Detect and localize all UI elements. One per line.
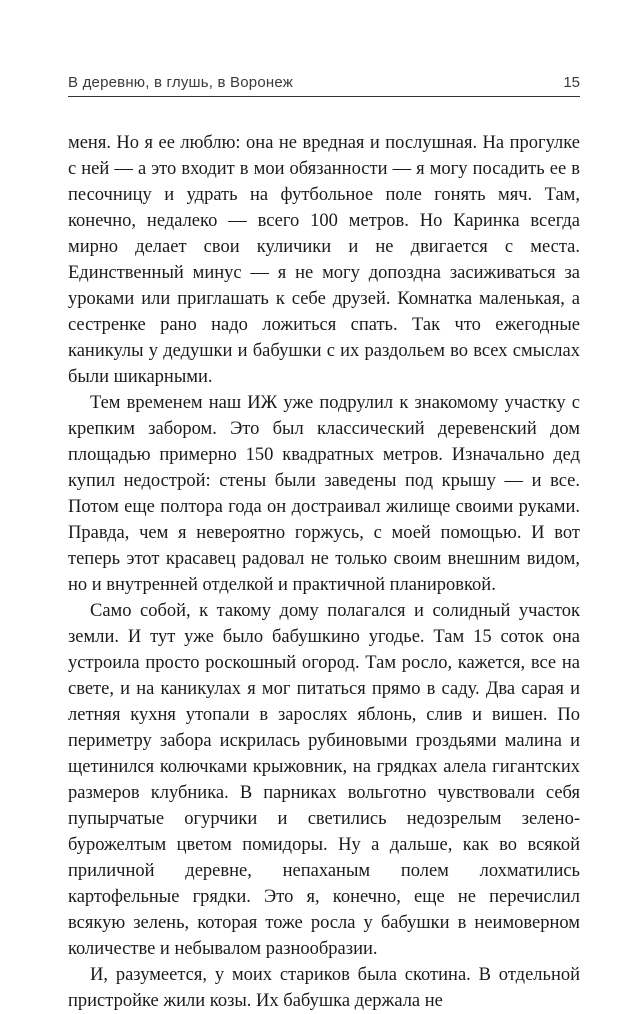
running-title: В деревню, в глушь, в Воронеж xyxy=(68,74,293,91)
running-header xyxy=(68,72,580,97)
paragraph-3: Само собой, к такому дому полагался и солидный участок земли. И тут уже было бабушкино угодье. Там 15 соток она устроила просто роскошный огород. Там росло, кажется, все на свете, и на каникулах я мог питаться прямо в саду. Два сарая и летняя кухня утопали в зарослях яблонь, слив и вишен. По периметру забора искрилась рубиновыми гроздьями малина и щетинился колючками крыжовник, на грядках алела гигантских размеров клубника. В парниках вольготно чувствовали себя пупырчатые огурчики и светились недозрелым зелено-бурожелтым цветом помидоры. Ну а дальше, как во всякой приличной деревне, непаханым полем лохматились картофельные грядки. Это я, конечно, еще не перечислил всякую зелень, которая тоже росла у бабушки в неимоверном количестве и небывалом разнообразии. xyxy=(68,601,580,959)
page-number: 15 xyxy=(563,74,580,91)
paragraph-2: Тем временем наш ИЖ уже подрулил к знакомому участку с крепким забором. Это был классический деревенский дом площадью примерно 150 квадратных метров. Изначально дед купил недострой: стены были заведены под крышу — и все. Потом еще полтора года он достраивал жилище своими руками. Правда, чем я невероятно горжусь, с моей помощью. И вот теперь этот красавец радовал не только своим внешним видом, но и внутренней отделкой и практичной планировкой. xyxy=(68,393,580,595)
paragraph-1: меня. Но я ее люблю: она не вредная и послушная. На прогулке с ней — а это входит в мои обязанности — я могу посадить ее в песочницу и удрать на футбольное поле гонять мяч. Там, конечно, недалеко — всего 100 метров. Но Каринка всегда мирно делает свои куличики и не двигается с места. Единственный минус — я не могу допоздна засиживаться за уроками или приглашать к себе друзей. Комнатка маленькая, а сестренке рано надо ложиться спать. Так что ежегодные каникулы у дедушки и бабушки с их раздольем во всех смыслах были шикарными. xyxy=(68,133,580,387)
body-text xyxy=(68,130,580,1014)
paragraph-4: И, разумеется, у моих стариков была скотина. В отдельной пристройке жили козы. Их бабушка держала не xyxy=(68,965,580,1011)
